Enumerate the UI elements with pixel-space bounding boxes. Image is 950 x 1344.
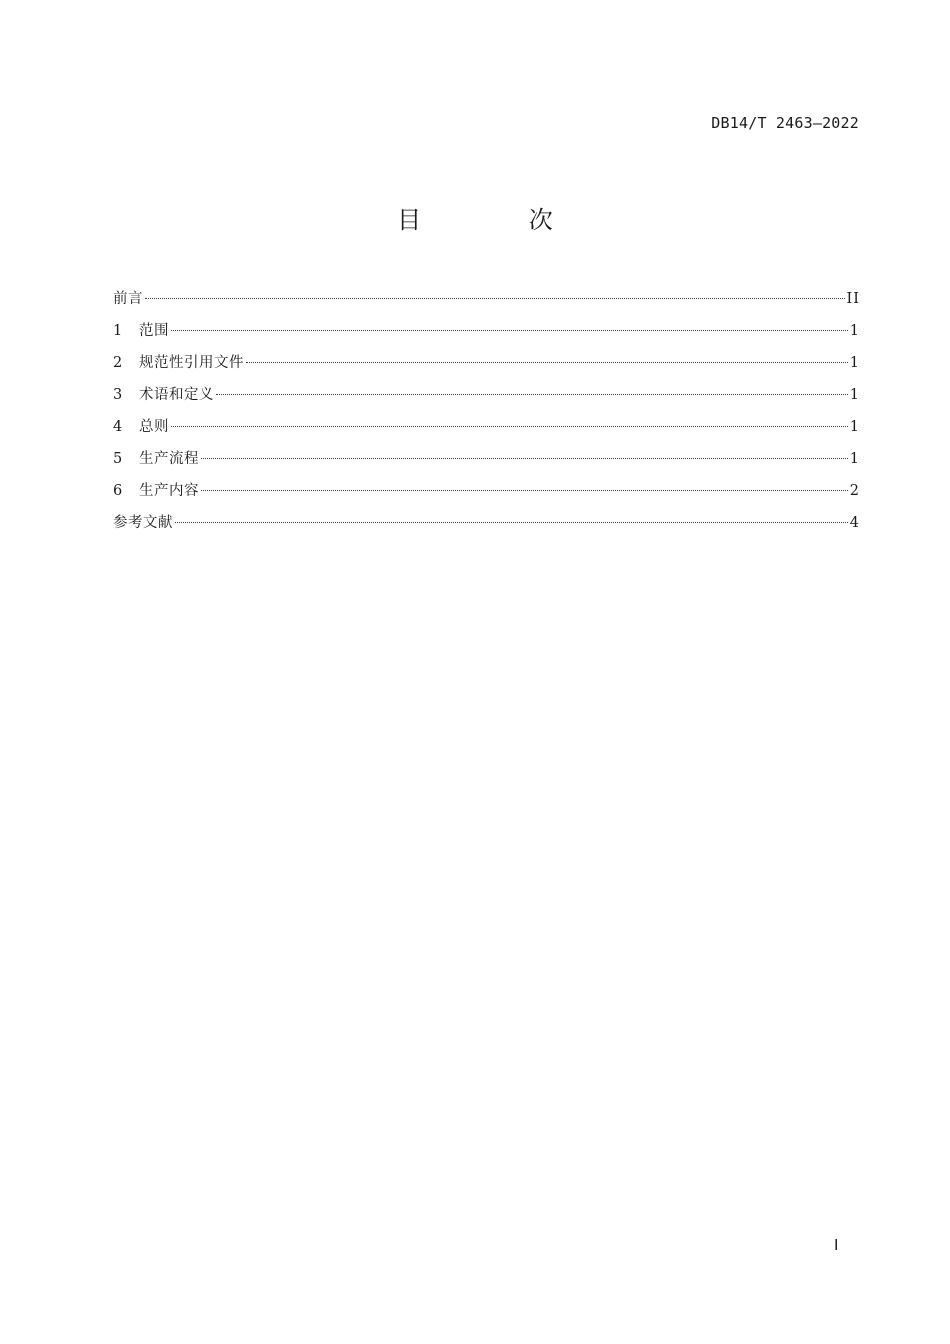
toc-entry-title: 范围 [139,323,169,339]
toc-entry-foreword[interactable] [113,287,860,319]
toc-dot-leader [246,362,848,363]
toc-entry-number: 4 [113,419,123,435]
toc-dot-leader [171,330,848,331]
toc-entry-title: 总则 [139,419,169,435]
toc-entry-title: 生产流程 [139,451,199,467]
toc-entry-page: 2 [849,483,860,499]
toc-entry-normative-references[interactable] [113,351,860,383]
toc-entry-page: II [846,291,860,307]
toc-entry-title: 前言 [113,291,143,307]
toc-dot-leader [201,490,848,491]
toc-entry-page: 1 [849,387,860,403]
toc-entry-number: 5 [113,451,123,467]
toc-entry-page: 4 [849,515,860,531]
toc-entry-terms-definitions[interactable] [113,383,860,415]
toc-entry-number: 3 [113,387,123,403]
toc-dot-leader [145,298,845,299]
toc-entry-number: 1 [113,323,123,339]
toc-entry-number: 6 [113,483,123,499]
toc-entry-bibliography[interactable] [113,511,860,543]
toc-entry-production-process[interactable] [113,447,860,479]
page-title: 目 次 [397,206,603,234]
toc-entry-scope[interactable] [113,319,860,351]
toc-dot-leader [175,522,848,523]
toc-entry-title: 术语和定义 [139,387,214,403]
toc-entry-title: 参考文献 [113,515,173,531]
toc-entry-title: 规范性引用文件 [139,355,244,371]
toc-dot-leader [171,426,848,427]
toc-entry-title: 生产内容 [139,483,199,499]
page-number: I [834,1236,839,1254]
toc-entry-production-content[interactable] [113,479,860,511]
toc-dot-leader [201,458,848,459]
toc-entry-page: 1 [849,323,860,339]
document-code: DB14/T 2463—2022 [711,114,859,132]
table-of-contents [113,287,860,543]
toc-entry-page: 1 [849,451,860,467]
toc-entry-general[interactable] [113,415,860,447]
toc-entry-page: 1 [849,419,860,435]
toc-dot-leader [216,394,848,395]
toc-entry-page: 1 [849,355,860,371]
toc-entry-number: 2 [113,355,123,371]
